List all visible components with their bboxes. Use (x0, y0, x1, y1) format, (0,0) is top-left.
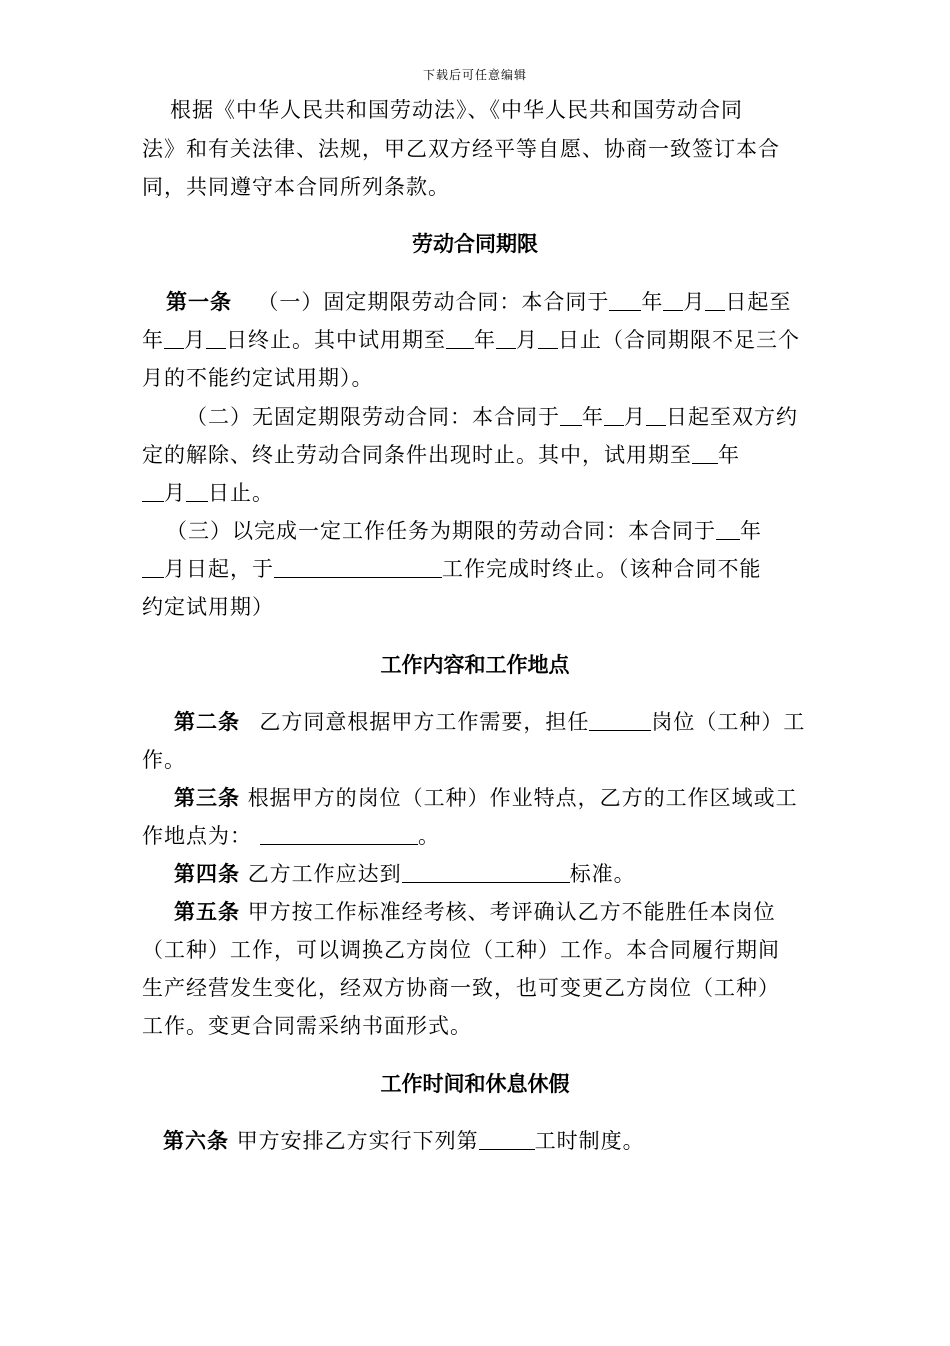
article-1-label: 第一条 (166, 290, 232, 314)
header-note: 下载后可任意编辑 (422, 68, 527, 82)
blank-field[interactable] (604, 405, 624, 426)
blank-field[interactable] (164, 328, 184, 349)
article-1c-line-2: 月日起，于 工作完成时终止。（该种合同不能 (142, 555, 762, 583)
blank-field[interactable] (560, 405, 582, 426)
blank-field[interactable] (186, 481, 208, 502)
article-2-line-1: 第二条 乙方同意根据甲方工作需要，担任 岗位（工种）工 (174, 710, 806, 734)
preamble-line-3: 同，共同遵守本合同所列条款。 (142, 175, 450, 199)
article-5-line-3: 生产经营发生变化，经双方协商一致，也可变更乙方岗位（工种） (142, 976, 780, 1000)
blank-field[interactable] (646, 405, 666, 426)
section-title-working-hours: 工作时间和休息休假 (380, 1072, 570, 1096)
blank-field[interactable] (402, 862, 570, 883)
article-1-line-2: 年 月 日终止。其中试用期至 年 月 日止（合同期限不足三个 (142, 328, 800, 352)
blank-field[interactable] (274, 557, 442, 578)
blank-field[interactable] (260, 824, 418, 845)
article-1b-line-1: （二）无固定期限劳动合同：本合同于 年 月 日起至双方约 (186, 405, 798, 429)
section-title-work-content: 工作内容和工作地点 (380, 653, 570, 677)
article-1c-line-1: （三）以完成一定工作任务为期限的劳动合同：本合同于 年 (166, 519, 762, 543)
article-2-line-2: 作。 (142, 748, 186, 772)
blank-field[interactable] (496, 328, 516, 349)
article-5-label: 第五条 (174, 900, 240, 924)
article-5-line-2: （工种）工作，可以调换乙方岗位（工种）工作。本合同履行期间 (142, 938, 780, 962)
article-1c-line-3: 约定试用期） (142, 595, 274, 619)
article-5-line-4: 工作。变更合同需采纳书面形式。 (142, 1014, 472, 1038)
article-2-label: 第二条 (174, 710, 240, 734)
article-4-label: 第四条 (174, 862, 240, 886)
blank-field[interactable] (446, 328, 474, 349)
article-5-line-1: 第五条 甲方按工作标准经考核、考评确认乙方不能胜任本岗位 (174, 900, 776, 924)
blank-field[interactable] (206, 328, 226, 349)
article-1-line-3: 月的不能约定试用期）。 (142, 366, 374, 390)
blank-field[interactable] (589, 710, 651, 731)
blank-field[interactable] (609, 290, 641, 311)
article-1b-line-2: 定的解除、终止劳动合同条件出现时止。其中，试用期至 年 (142, 443, 740, 467)
article-3-line-2: 作地点为： 。 (142, 824, 440, 848)
article-3-line-1: 第三条 根据甲方的岗位（工种）作业特点，乙方的工作区域或工 (174, 786, 798, 810)
article-4-line-1: 第四条 乙方工作应达到 标准。 (174, 862, 636, 886)
blank-field[interactable] (716, 519, 740, 540)
section-title-contract-term: 劳动合同期限 (412, 232, 538, 256)
blank-field[interactable] (142, 557, 164, 578)
blank-field[interactable] (692, 443, 718, 464)
blank-field[interactable] (663, 290, 683, 311)
preamble-line-2: 法》和有关法律、法规，甲乙双方经平等自愿、协商一致签订本合 (142, 137, 780, 161)
article-3-label: 第三条 (174, 786, 240, 810)
article-6-line-1: 第六条 甲方安排乙方实行下列第 工时制度。 (163, 1129, 645, 1153)
preamble-line-1: 根据《中华人民共和国劳动法》、《中华人民共和国劳动合同 (170, 98, 743, 122)
article-6-label: 第六条 (163, 1129, 229, 1153)
blank-field[interactable] (479, 1129, 535, 1150)
article-1-line-1: 第一条 （一）固定期限劳动合同：本合同于 年 月 日起至 (166, 290, 792, 314)
blank-field[interactable] (705, 290, 725, 311)
blank-field[interactable] (538, 328, 558, 349)
blank-field[interactable] (142, 481, 164, 502)
article-1b-line-3: 月 日止。 (142, 479, 274, 507)
